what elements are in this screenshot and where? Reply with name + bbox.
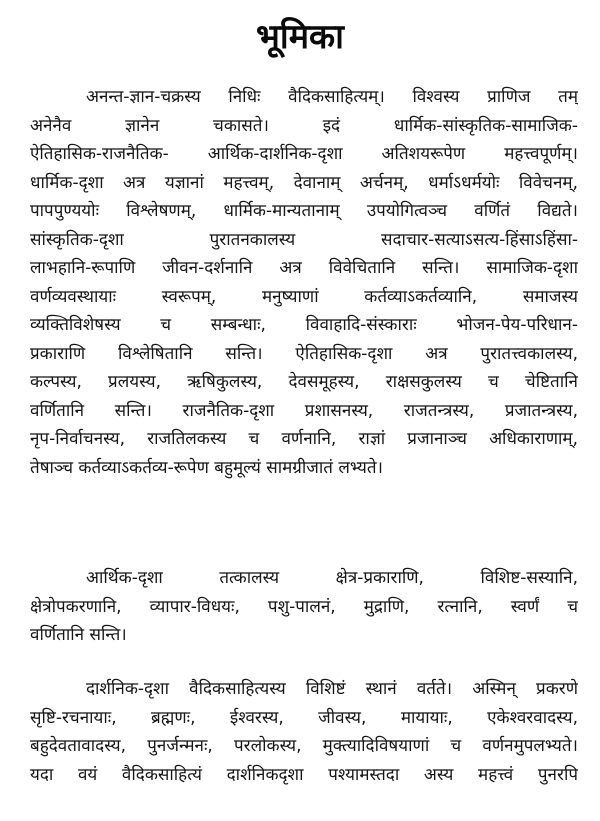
paragraph-line: क्षेत्रोपकरणानि, व्यापार-विधयः, पशु-पालनं, मुद्राणि, रत्नानि, स्वर्णं च xyxy=(30,596,578,617)
paragraph-line: यदा वयं वैदिकसाहित्यं दार्शनिकदृशा पश्यामस्तदा अस्य महत्त्वं पुनरपि xyxy=(30,764,578,785)
paragraph-line: लाभहानि-रूपाणि जीवन-दर्शनानि अत्र विवेचितानि सन्ति। सामाजिक-दृशा xyxy=(30,258,578,278)
paragraph-line: ऐतिहासिक-राजनैतिक- आर्थिक-दार्शनिक-दृशा अतिशयरूपेण महत्त्वपूर्णम्। xyxy=(30,144,578,164)
paragraph-line: अनन्त-ज्ञान-चक्रस्य निधिः वैदिकसाहित्यम्। विश्वस्य प्राणिज तम् xyxy=(86,87,578,107)
paragraph-line: सांस्कृतिक-दृशा पुरातनकालस्य सदाचार-सत्याऽसत्य-हिंसाऽहिंसा- xyxy=(30,229,578,250)
paragraph-intro xyxy=(30,83,578,482)
paragraph-line: पापपुण्ययोः विश्लेषणम्, धार्मिक-मान्यतानाम् उपयोगित्वञ्च वर्णितं विद्यते। xyxy=(30,201,578,221)
paragraph-line: वर्णव्यवस्थायाः स्वरूपम्, मनुष्याणां कर्तव्याऽकर्तव्यानि, समाजस्य xyxy=(30,286,578,307)
paragraph-line: तेषाञ्च कर्तव्याऽकर्तव्य-रूपेण बहुमूल्यं सामग्रीजातं लभ्यते। xyxy=(30,457,383,478)
paragraph-line: प्रकाराणि विश्लेषितानि सन्ति। ऐतिहासिक-दृशा अत्र पुरातत्त्वकालस्य, xyxy=(30,343,578,364)
paragraph-line: धार्मिक-दृशा अत्र यज्ञानां महत्त्वम्, देवानाम् अर्चनम्, धर्माऽधर्मयोः विवेचनम्, xyxy=(30,172,578,193)
paragraph-line: वर्णितानि सन्ति। राजनैतिक-दृशा प्रशासनस्य, राजतन्त्रस्य, प्रजातन्त्रस्य, xyxy=(30,400,578,421)
paragraph-economic xyxy=(30,564,578,650)
paragraph-line: सृष्टि-रचनायाः, ब्रह्मणः, ईश्वरस्य, जीवस्य, मायायाः, एकेश्वरवादस्य, xyxy=(30,707,578,728)
paragraph-line: दार्शनिक-दृशा वैदिकसाहित्यस्य विशिष्टं स्थानं वर्तते। अस्मिन् प्रकरणे xyxy=(86,679,578,699)
paragraph-line: कल्पस्य, प्रलयस्य, ऋषिकुलस्य, देवसमूहस्य, राक्षसकुलस्य च चेष्टितानि xyxy=(30,372,578,392)
paragraph-philosophical xyxy=(30,675,578,789)
paragraph-line: नृप-निर्वाचनस्य, राजतिलकस्य च वर्णनानि, राज्ञां प्रजानाञ्च अधिकाराणाम्, xyxy=(30,429,578,449)
page-title: भूमिका xyxy=(256,17,344,57)
paragraph-line: आर्थिक-दृशा तत्कालस्य क्षेत्र-प्रकाराणि, विशिष्ट-सस्यानि, xyxy=(86,568,578,588)
paragraph-line: अनेनैव ज्ञानेन चकासते। इदं धार्मिक-सांस्कृतिक-सामाजिक- xyxy=(30,115,578,136)
paragraph-line: वर्णितानि सन्ति। xyxy=(30,625,127,645)
paragraph-line: व्यक्तिविशेषस्य च सम्बन्धाः, विवाहादि-संस्काराः भोजन-पेय-परिधान- xyxy=(30,315,578,335)
paragraph-line: बहुदेवतावादस्य, पुनर्जन्मनः, परलोकस्य, मुक्त्यादिविषयाणां च वर्णनमुपलभ्यते। xyxy=(30,736,578,756)
